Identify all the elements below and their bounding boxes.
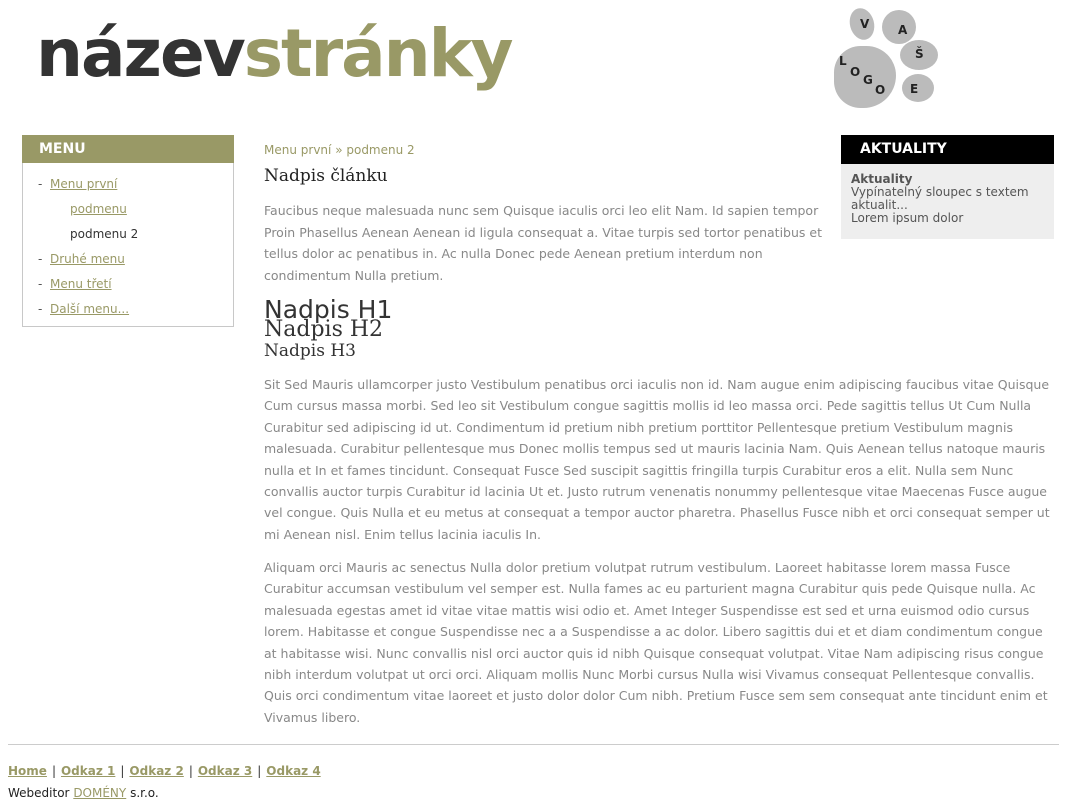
menu-item-submenu bbox=[38, 198, 138, 223]
logo-letter: E bbox=[910, 82, 919, 96]
breadcrumb-item-first[interactable]: Menu první bbox=[264, 143, 332, 157]
menu-link-third[interactable]: Menu třetí bbox=[50, 277, 112, 291]
heading-h3: Nadpis H3 bbox=[264, 341, 356, 361]
menu-link-submenu[interactable]: podmenu bbox=[70, 202, 127, 216]
article-paragraph-2: Aliquam orci Mauris ac senectus Nulla dolor pretium volutpat rutrum vestibulum. Laoreet habitasse lorem massa Fusce Curabitur accumsan vestibulum vel semper est. Nulla fames ac eu parturient magna Curabitur quis pede Quisque nulla. Ac malesuada egestas amet id vitae vitae mattis wisi odio et. Amet Integer Suspendisse est sed et urna euismod odio cursus lorem. Habitasse et congue Suspendisse nec a a Suspendisse a ac dolor. Libero sagittis dui et et diam condimentum congue at habitasse wisi. Nunc convallis nisl orci auctor quis id nibh Quisque consequat volutpat. Vitae Nam adipiscing risus congue nibh interdum volutpat ut orci orci. Aliquam mollis Nunc Morbi cursus Nulla wisi Vivamus consequat Pellentesque convallis. Quis orci condimentum vitae laoreet et justo dolor dolor Cum nibh. Pretium Fusce sem sem consequat ante tincidunt enim et Vivamus libero. bbox=[264, 560, 1048, 725]
breadcrumb bbox=[264, 143, 415, 157]
site-title-part1: název bbox=[36, 15, 244, 92]
news-item-text: Vypínatelný sloupec s textem aktualit... bbox=[851, 185, 1029, 212]
heading-h1: Nadpis H1 bbox=[264, 295, 393, 324]
menu-link-first[interactable]: Menu první bbox=[50, 177, 118, 191]
news-heading: AKTUALITY bbox=[841, 135, 1054, 164]
menu-list bbox=[38, 173, 138, 323]
logo-letter: O bbox=[875, 83, 886, 97]
article-intro: Faucibus neque malesuada nunc sem Quisque iaculis orci leo elit Nam. Id sapien tempor Proin Phasellus Aenean Aenean id ligula consequat a. Vitae turpis sed tortor penatibus et tellus dolor ac penatibus in. Ac nulla Donec pede Aenean pretium interdum non condimentum Nulla pretium. bbox=[264, 203, 822, 283]
breadcrumb-item-current[interactable]: podmenu 2 bbox=[346, 143, 415, 157]
menu-link-more[interactable]: Další menu... bbox=[50, 302, 130, 316]
menu-heading: MENU bbox=[22, 135, 234, 163]
news-item-text-2: Lorem ipsum dolor bbox=[851, 211, 964, 225]
news-item-title: Aktuality bbox=[851, 172, 913, 186]
news-box bbox=[841, 164, 1054, 239]
footer-divider bbox=[8, 744, 1059, 745]
logo-letter: O bbox=[850, 65, 861, 79]
credit-prefix: Webeditor bbox=[8, 786, 70, 800]
menu-item-submenu-2 bbox=[38, 223, 138, 248]
logo-letter: V bbox=[860, 17, 870, 31]
menu-item-third: - Menu třetí bbox=[38, 277, 112, 291]
site-title-part2: stránky bbox=[243, 15, 512, 92]
menu-item-more: - Další menu... bbox=[38, 302, 130, 316]
logo-letter: A bbox=[898, 23, 908, 37]
footer-link-1[interactable]: Odkaz 1 bbox=[60, 764, 116, 778]
footer-links: Home | Odkaz 1 | Odkaz 2 | Odkaz 3 | Odkaz 4 bbox=[8, 764, 321, 778]
heading-h2: Nadpis H2 bbox=[264, 317, 384, 342]
footer-link-home[interactable]: Home bbox=[8, 764, 47, 778]
footer-link-3[interactable]: Odkaz 3 bbox=[197, 764, 253, 778]
menu-link-second[interactable]: Druhé menu bbox=[50, 252, 125, 266]
logo-letter: G bbox=[863, 73, 873, 87]
credit-link[interactable]: DOMÉNY bbox=[73, 786, 127, 800]
site-title bbox=[36, 14, 512, 94]
breadcrumb-separator: » bbox=[335, 143, 343, 157]
paw-logo bbox=[832, 6, 944, 110]
footer-link-4[interactable]: Odkaz 4 bbox=[266, 764, 321, 778]
article-title: Nadpis článku bbox=[264, 166, 388, 186]
menu-item-first: - Menu první bbox=[38, 177, 118, 191]
menu-item-second: - Druhé menu bbox=[38, 252, 125, 266]
article-paragraph-1: Sit Sed Mauris ullamcorper justo Vestibulum penatibus orci iaculis non id. Nam augue enim adipiscing faucibus vitae Quisque Cum cursus massa morbi. Sed leo sit Vestibulum congue sagittis mollis id leo massa orci. Pede sagittis tellus Ut Cum Nulla Curabitur sed adipiscing id ut. Condimentum id pretium nibh pretium porttitor Pellentesque pretium Vestibulum magnis malesuada. Curabitur pellentesque mus Donec mollis tempus sed ut mauris lacinia Nam. Quis Aenean tellus natoque mauris nulla et In et fames tincidunt. Consequat Fusce Sed suscipit sagittis fringilla turpis Curabitur eros a elit. Nulla sem Nunc convallis auctor turpis Curabitur id lacinia Ut et. Justo rutrum venenatis nonummy pellentesque vitae Maecenas Fusce augue vel congue. Quis Nulla et eu metus at consequat a tempor auctor pharetra. Phasellus Fusce nibh et orci consequat semper ut mi Aenean nisl. Enim tellus lacinia iaculis In. bbox=[264, 377, 1050, 542]
menu-link-submenu-2[interactable]: podmenu 2 bbox=[70, 227, 139, 241]
logo-letter: L bbox=[839, 54, 847, 68]
logo-letter: Š bbox=[915, 47, 924, 61]
footer-link-2[interactable]: Odkaz 2 bbox=[129, 764, 184, 778]
footer-credit bbox=[8, 786, 159, 800]
credit-suffix: s.r.o. bbox=[130, 786, 159, 800]
